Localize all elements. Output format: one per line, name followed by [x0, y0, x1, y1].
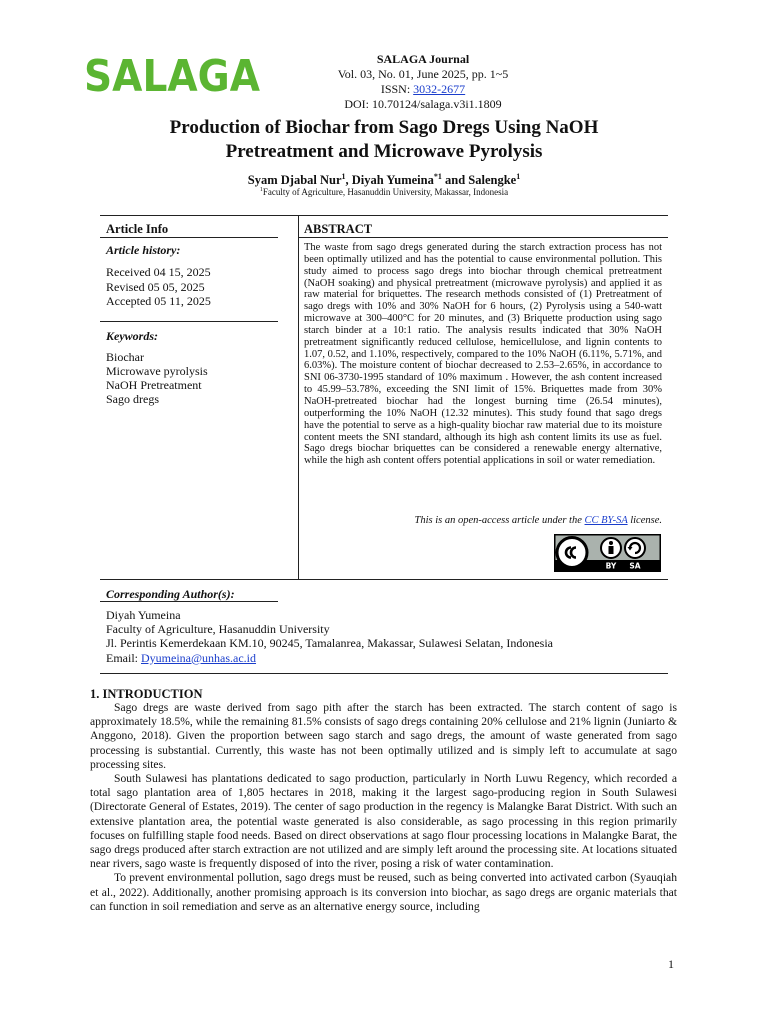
history-label: Article history: [106, 243, 181, 257]
accepted-date: Accepted 05 11, 2025 [106, 294, 211, 308]
email-link[interactable]: Dyumeina@unhas.ac.id [141, 650, 257, 665]
page-number: 1 [668, 957, 674, 971]
journal-info [320, 52, 526, 112]
journal-issn [320, 82, 526, 97]
abstract-heading: ABSTRACT [304, 222, 373, 236]
mid-rule [100, 579, 668, 580]
logo-text: SALAGA [84, 51, 260, 100]
author-2: , Diyah Yumeina [345, 173, 434, 188]
article-title [100, 116, 668, 164]
sa-icon [625, 538, 645, 558]
corresponding-label: Corresponding Author(s): [106, 587, 235, 601]
article-info-heading: Article Info [106, 222, 169, 236]
info-head-rule [100, 237, 278, 238]
affiliation-sup: 1 [259, 187, 263, 193]
author-2-sup: *1 [433, 172, 442, 181]
keyword: Biochar [106, 350, 144, 364]
bottom-rule [100, 673, 668, 674]
introduction-heading: 1. INTRODUCTION [90, 687, 203, 701]
license-pre: This is an open-access article under the [414, 515, 585, 526]
keyword: NaOH Pretreatment [106, 378, 202, 392]
top-rule [100, 215, 668, 216]
intro-paragraph: South Sulawesi has plantations dedicated to sago production, particularly in North Luwu Regency, which recorded a total sago plantation area of 1,805 hectares in 2018, making it the largest sago-producing region in South Sulawesi (Directorate General of Estates, 2019). The center of sago production in the regency is Malangke Barat District. With such an extensive plantation area, the potential waste generated is also considerable, as sago processing in this region primarily focuses on fulfilling staple food needs. Based on direct observations at sago flour processing locations in Malangke Barat, the sago dregs produced after starch extraction are not utilized and are simply left around the processing site. At locations situated near rivers, sago waste is frequently disposed of into the river, posing a risk of water contamination. [90, 772, 677, 871]
intro-paragraph: Sago dregs are waste derived from sago pith after the starch has been extracted. The starch content of sago is approximately 18.5%, while the remaining 81.5% consists of sago dregs containing 20% cellulose and 21% lignin (Juniarto & Anggono, 2018). Given the proportion between sago starch and sago dregs, the amount of waste generated from sago processing is substantial. Currently, this waste has not been optimally utilized and is simply left to accumulate at sago processing sites. [90, 701, 677, 771]
column-divider [298, 215, 299, 579]
corresponding-details [106, 608, 553, 665]
abstract-head-rule [298, 237, 668, 238]
journal-doi: DOI: 10.70124/salaga.v3i1.1809 [344, 97, 502, 111]
title-line-1: Production of Biochar from Sago Dregs Using NaOH [169, 117, 599, 138]
badge-by-label: BY [605, 561, 617, 571]
title-line-2: Pretreatment and Microwave Pyrolysis [225, 141, 543, 162]
corr-name: Diyah Yumeina [106, 608, 181, 622]
keyword: Microwave pyrolysis [106, 364, 208, 378]
introduction-body [90, 701, 677, 914]
journal-logo [84, 48, 264, 100]
email-label: Email: [106, 650, 141, 665]
cc-by-sa-badge[interactable] [554, 534, 661, 572]
corr-address: Jl. Perintis Kemerdekaan KM.10, 90245, Tamalanrea, Makassar, Sulawesi Selatan, Indonesia [106, 636, 554, 651]
received-date: Received 04 15, 2025 [106, 265, 211, 279]
cc-icon [557, 538, 587, 568]
corr-faculty: Faculty of Agriculture, Hasanuddin University [106, 622, 330, 637]
journal-name: SALAGA Journal [376, 52, 470, 66]
by-icon [601, 538, 621, 558]
revised-date: Revised 05 05, 2025 [106, 279, 205, 294]
author-1-sup: 1 [341, 172, 346, 181]
keywords-label: Keywords: [106, 329, 158, 343]
affiliation [100, 187, 668, 197]
license-link[interactable]: CC BY-SA [584, 515, 628, 526]
abstract-text: The waste from sago dregs generated during the starch extraction process has not been optimally utilized and has the potential to cause environmental pollution. This study aimed to process sago dregs into biochar through chemical pretreatment (NaOH soaking) and physical pretreatment (microwave pyrolysis) and applied it as raw material for briquettes. The research methods consisted of (1) Pretreatment of sago dregs with 10% and 30% NaOH for 6 hours, (2) Pyrolysis using a 540-watt microwave at 300–400°C for 20 minutes, and (3) Briquette production using sago starch binder at a 10:1 ratio. The analysis results indicated that 30% NaOH pretreatment significantly reduced cellulose, hemicellulose, and lignin contents to 1.07, 0.52, and 1.10%, respectively, compared to the 10% NaOH (6.11%, 5.71%, and 6.03%). The moisture content of biochar decreased to 2.53–2.65%, in accordance to SNI 06-3730-1995 standard of 10% maximum . However, the ash content increased to 45.99–53.78%, exceeding the SNI limit of 15%. Briquettes made from 30% NaOH-pretreated biochar had the longest burning time (26.54 minutes), outperforming the 10% NaOH (12.32 minutes). This study found that sago dregs have the potential to serve as a high-quality biochar raw material due to its moisture content meets the SNI standard, although its high ash content limits its use as fuel. Sago dregs biochar briquettes can be considered a renewable energy alternative, while the high ash content offers potential applications in soil or water remediation. [304, 242, 662, 467]
author-list [100, 172, 668, 188]
issn-label: ISSN: [380, 82, 414, 96]
author-3-sup: 1 [516, 172, 521, 181]
journal-volume: Vol. 03, No. 01, June 2025, pp. 1~5 [337, 67, 509, 81]
issn-link[interactable]: 3032-2677 [413, 82, 466, 96]
keywords-list [106, 350, 208, 406]
corr-email-line [106, 651, 553, 665]
history-rule [100, 321, 278, 322]
intro-paragraph: To prevent environmental pollution, sago dregs must be reused, such as being converted into activated carbon (Syauqiah et al., 2022). Additionally, another promising approach is its conversion into biochar, as sago dregs are organic materials that can function in soil remediation and serve as an alternative energy source, including [90, 871, 677, 913]
license-post: license. [627, 515, 662, 526]
badge-sa-label: SA [629, 561, 641, 571]
author-3: and Salengke [441, 173, 517, 188]
keyword: Sago dregs [106, 392, 159, 406]
affiliation-text: Faculty of Agriculture, Hasanuddin University, Makassar, Indonesia [262, 187, 509, 197]
author-1: Syam Djabal Nur [247, 173, 342, 188]
history-dates [106, 265, 211, 309]
license-line [304, 515, 662, 526]
